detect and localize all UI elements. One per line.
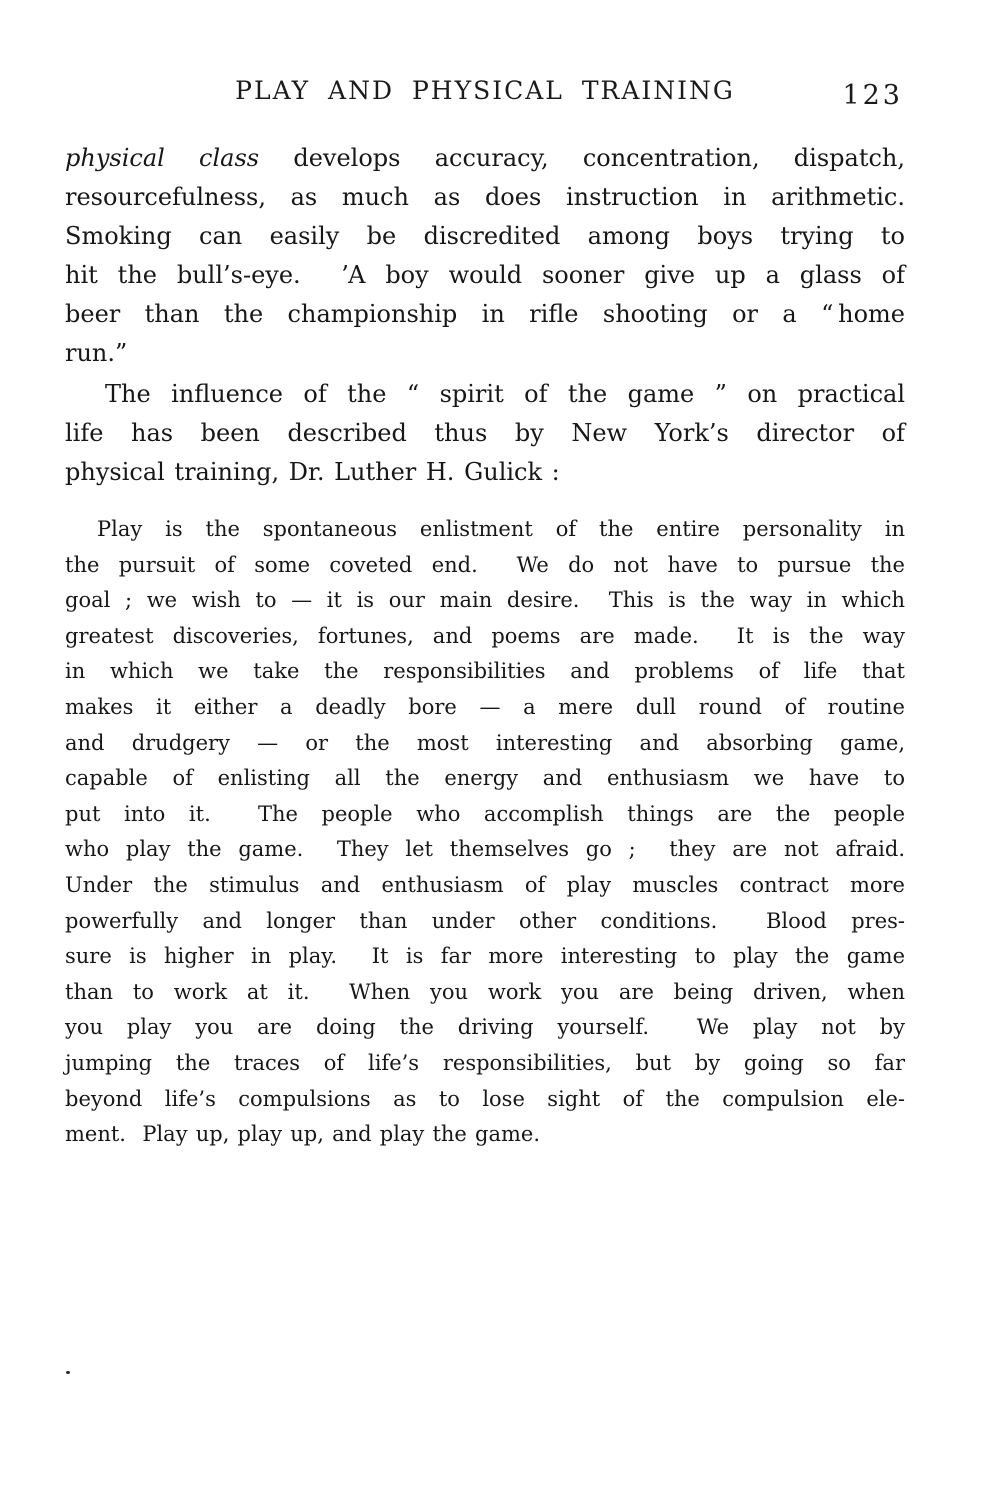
paragraph-influence	[65, 375, 905, 492]
italic-lead: physical class	[65, 144, 260, 172]
text-line: The influence of the “ spirit of the game ” on practical	[105, 380, 905, 408]
text-line: ment. Play up, play up, and play the game.	[65, 1122, 541, 1147]
text-line: physical training, Dr. Luther H. Gulick :	[65, 458, 560, 486]
block-quote-gulick	[65, 512, 905, 1153]
text-line: beer than the championship in rifle shooting or a “ home	[65, 300, 905, 328]
text-line: makes it either a deadly bore — a mere dull round of routine	[65, 694, 905, 719]
text-line: greatest discoveries, fortunes, and poems are made. It is the way	[65, 623, 905, 648]
text-line: the pursuit of some coveted end. We do not have to pursue the	[65, 552, 905, 577]
text-line: life has been described thus by New York’s director of	[65, 419, 905, 447]
text-line: powerfully and longer than under other conditions. Blood pres-	[65, 908, 905, 933]
line-rest: develops accuracy, concentration, dispatch,	[259, 144, 906, 172]
page-header	[65, 76, 905, 120]
running-title: PLAY AND PHYSICAL TRAINING	[235, 76, 735, 105]
text-line: you play you are doing the driving yourself. We play not by	[65, 1015, 905, 1040]
text-line	[65, 139, 905, 178]
text-line: capable of enlisting all the energy and enthusiasm we have to	[65, 766, 905, 791]
text-line: beyond life’s compulsions as to lose sight of the compulsion ele-	[65, 1086, 905, 1111]
text-line: Smoking can easily be discredited among boys trying to	[65, 222, 905, 250]
text-line: hit the bull’s-eye. ʼA boy would sooner give up a glass of	[65, 261, 905, 289]
text-line: resourcefulness, as much as does instruction in arithmetic.	[65, 183, 905, 211]
text-line: than to work at it. When you work you are being driven, when	[65, 979, 905, 1004]
page-number: 123	[842, 80, 903, 111]
paragraph-opening	[65, 139, 905, 373]
text-line: who play the game. They let themselves go ; they are not afraid.	[65, 837, 905, 862]
print-speck	[66, 1371, 70, 1374]
text-line: and drudgery — or the most interesting and absorbing game,	[65, 730, 905, 755]
text-line: sure is higher in play. It is far more interesting to play the game	[65, 944, 905, 969]
text-line: Under the stimulus and enthusiasm of play muscles contract more	[65, 872, 905, 897]
text-line: in which we take the responsibilities and problems of life that	[65, 659, 905, 684]
text-line: goal ; we wish to — it is our main desire. This is the way in which	[65, 588, 905, 613]
text-line: put into it. The people who accomplish things are the people	[65, 801, 905, 826]
text-line: jumping the traces of life’s responsibilities, but by going so far	[65, 1050, 905, 1075]
text-line: Play is the spontaneous enlistment of the entire personality in	[97, 517, 905, 541]
text-line: run.”	[65, 339, 128, 367]
